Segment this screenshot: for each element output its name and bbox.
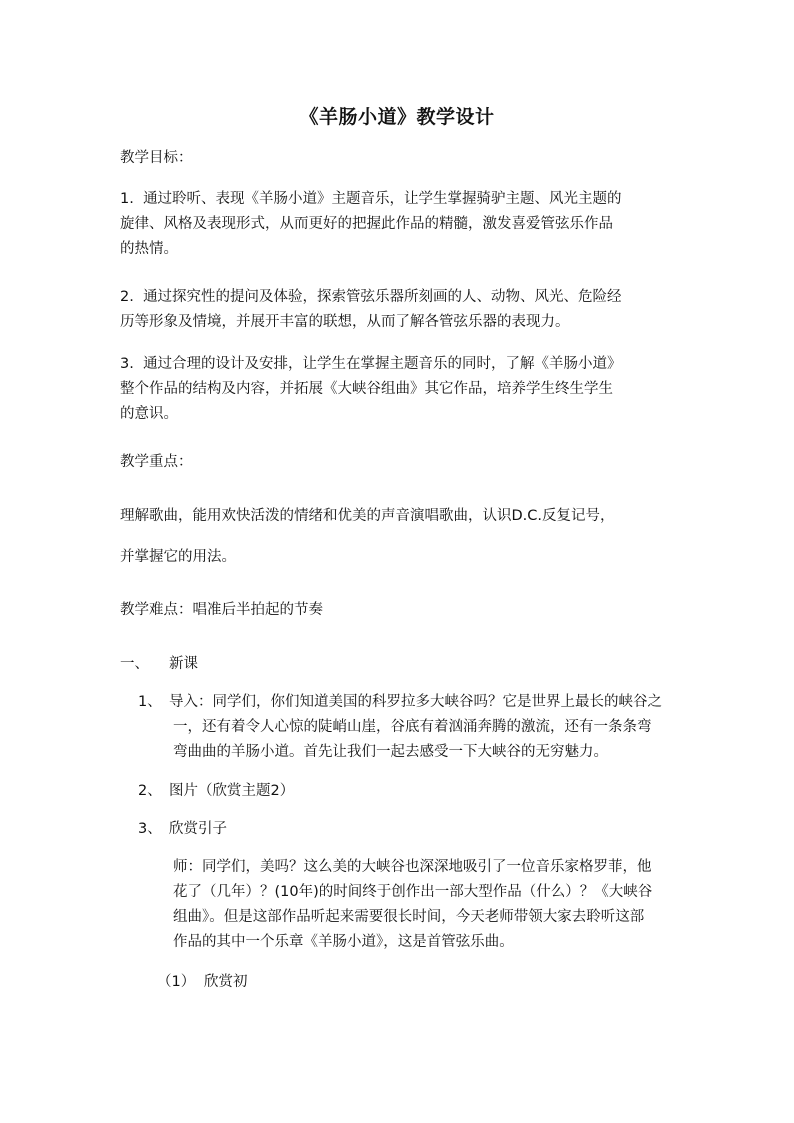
section-number: 一、 <box>120 656 149 672</box>
step-1-number: 1、 <box>138 694 162 710</box>
teacher-line-4: 作品的其中一个乐章《羊肠小道》，这是首管弦乐曲。 <box>173 934 514 950</box>
key-points-line-1: 理解歌曲，能用欢快活泼的情绪和优美的声音演唱歌曲，认识D.C.反复记号， <box>120 508 615 524</box>
step-2-number: 2、 <box>138 783 162 799</box>
step-1-line-3: 弯曲曲的羊肠小道。首先让我们一起去感受一下大峡谷的无穷魅力。 <box>173 744 608 760</box>
objectives-heading: 教学目标： <box>120 150 193 166</box>
document-title: 《羊肠小道》教学设计 <box>299 106 495 128</box>
objective-2-number: 2. <box>120 289 134 305</box>
teacher-line-3: 组曲》。但是这部作品听起来需要很长时间，今天老师带领大家去聆听这部 <box>173 909 645 925</box>
step-1-line-2: 一，还有着令人心惊的陡峭山崖，谷底有着汹涌奔腾的激流，还有一条条弯 <box>173 719 652 735</box>
objective-3-line-2: 整个作品的结构及内容，并拓展《大峡谷组曲》其它作品，培养学生终生学生 <box>120 381 613 397</box>
step-1-text <box>169 690 674 765</box>
objective-1-line-2: 旋律、风格及表现形式，从而更好的把握此作品的精髓，激发喜爱管弦乐作品 <box>120 216 613 232</box>
objective-3-line-3: 的意识。 <box>120 406 178 422</box>
objective-2-line-1: 2. 通过探究性的提问及体验，探索管弦乐器所刻画的人、动物、风光、危险经 <box>120 289 622 305</box>
objective-3-line-1: 3. 通过合理的设计及安排，让学生在掌握主题音乐的同时，了解《羊肠小道》 <box>120 356 622 372</box>
objective-3 <box>120 352 680 427</box>
objective-1-line-1: 1. 通过聆听、表现《羊肠小道》主题音乐，让学生掌握骑驴主题、风光主题的 <box>120 191 622 207</box>
objective-1-number: 1. <box>120 191 134 207</box>
difficulty-text: 教学难点：唱准后半拍起的节奏 <box>120 602 323 618</box>
teacher-line-2: 花了（几年）？(10年)的时间终于创作出一部大型作品（什么）？《大峡谷 <box>173 884 653 900</box>
objective-2-line-2: 历等形象及情境，并展开丰富的联想，从而了解各管弦乐器的表现力。 <box>120 314 570 330</box>
objective-1-line-3: 的热情。 <box>120 241 178 257</box>
step-1-line-1: 导入：同学们，你们知道美国的科罗拉多大峡谷吗？它是世界上最长的峡谷之 <box>169 694 662 710</box>
objective-3-number: 3. <box>120 356 134 372</box>
step-2-text: 图片（欣赏主题2） <box>169 783 295 799</box>
step-3-number: 3、 <box>138 821 162 837</box>
objective-1 <box>120 187 680 262</box>
key-points-line-2: 并掌握它的用法。 <box>120 549 236 565</box>
key-points-heading: 教学重点： <box>120 454 193 470</box>
sub-item-label: 欣赏初 <box>204 974 248 990</box>
step-3-text: 欣赏引子 <box>169 821 227 837</box>
teacher-line-1: 师：同学们，美吗？这么美的大峡谷也深深地吸引了一位音乐家格罗菲，他 <box>173 859 652 875</box>
section-label: 新课 <box>169 656 198 672</box>
objective-2 <box>120 285 680 335</box>
teacher-dialogue <box>173 855 678 955</box>
sub-item-number: （1） <box>157 974 196 990</box>
